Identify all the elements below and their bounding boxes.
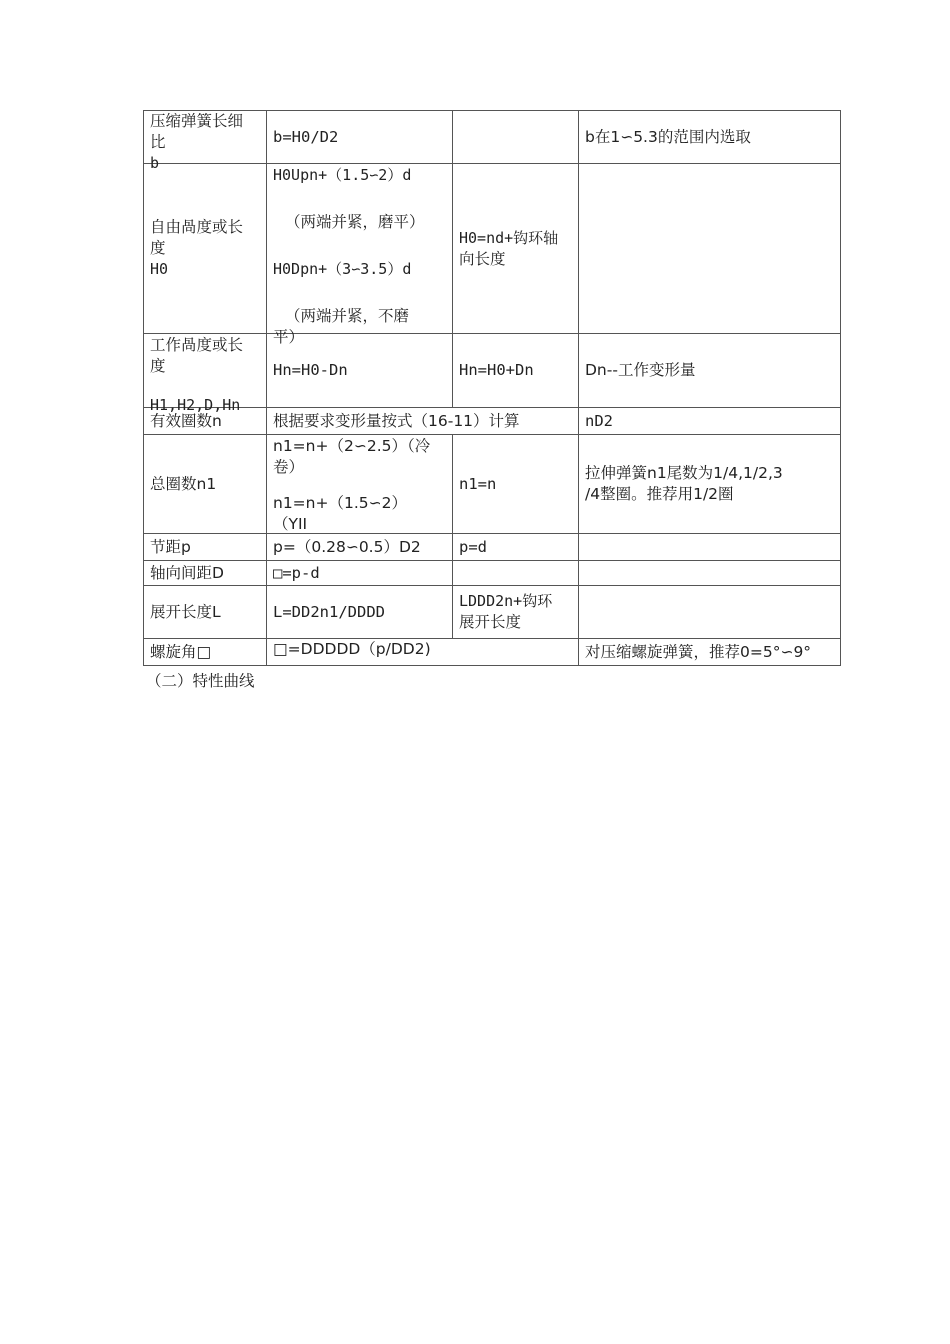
note-cell [579,586,841,639]
merged-formula-cell: □=DDDDD（p/DD2) [267,639,579,666]
extension-formula-cell [453,561,579,586]
cell-line: 卷） [273,458,305,476]
param-name-cell [144,111,267,172]
extension-formula-cell [453,111,579,164]
cell-line: 展开长度 [459,613,522,631]
cell-line: n1=n+（2∽2.5）（冷 [273,437,431,455]
compression-formula-cell [267,435,453,534]
table-row [144,561,841,586]
compression-formula-cell [267,164,453,346]
cell-line: /4整圈。推荐用1/2圈 [585,485,734,503]
table-row [144,586,841,639]
note-cell: nD2 [579,408,841,435]
compression-formula-cell: □=p-d [267,561,453,586]
param-name-cell [144,164,267,334]
cell-line: 比 [150,133,166,151]
note-cell [579,164,841,334]
cell-line: 向长度 [459,249,506,268]
compression-formula-cell: Hn=H0-Dn [267,334,453,408]
section-caption: （二）特性曲线 [146,672,255,690]
param-name-cell: 展开长度L [144,586,267,639]
cell-line: H0Upn+（1.5∽2）d [273,166,412,184]
table-row [144,164,841,334]
param-name-cell [144,334,267,414]
extension-formula-cell [453,164,579,334]
cell-line: H0Dpn+（3∽3.5）d [273,260,412,278]
cell-line: 度 [150,357,166,375]
cell-line: 压缩弹簧长细 [150,112,244,130]
cell-line: （两端并紧，磨平） [285,213,425,231]
extension-formula-cell [453,586,579,639]
cell-line: 度 [150,239,166,257]
cell-line: LDDD2n+钩环 [459,592,553,610]
spring-parameter-table [143,110,841,666]
note-cell: 对压缩螺旋弹簧，推荐0=5°∽9° [579,639,841,666]
cell-line: （两端并紧，不磨 [285,307,410,325]
table-row [144,435,841,534]
note-cell [579,534,841,561]
cell-line: H1,H2,D,Hn [150,396,241,414]
note-cell [579,435,841,534]
table-row [144,408,841,435]
cell-line: 自由咼度或长 [150,218,244,236]
compression-formula-cell: p=（0.28∽0.5）D2 [267,534,453,561]
cell-line: H0=nd+钩环轴 [459,228,559,247]
extension-formula-cell: Hn=H0+Dn [453,334,579,408]
note-cell: Dn--工作变形量 [579,334,841,408]
cell-line: 拉伸弹簧n1尾数为1/4,1/2,3 [585,464,783,482]
compression-formula-cell: L=DD2n1/DDDD [267,586,453,639]
cell-line: b [150,154,160,172]
param-name-cell: 有效圈数n [144,408,267,435]
cell-line: 平） [273,328,305,346]
param-name-cell: 轴向间距D [144,561,267,586]
table-row [144,534,841,561]
note-cell [579,561,841,586]
table-row [144,639,841,666]
cell-line: H0 [150,260,169,278]
note-cell: b在1∽5.3的范围内选取 [579,111,841,164]
cell-line: n1=n+（1.5∽2） [273,494,407,512]
extension-formula-cell: p=d [453,534,579,561]
param-name-cell: 总圈数n1 [144,435,267,534]
merged-formula-cell: 根据要求变形量按式（16-11）计算 [267,408,579,435]
cell-line: 工作咼度或长 [150,336,244,354]
extension-formula-cell: n1=n [453,435,579,534]
compression-formula-cell: b=H0/D2 [267,111,453,164]
table-row [144,111,841,164]
param-name-cell: 节距p [144,534,267,561]
table-row [144,334,841,408]
param-name-cell: 螺旋角□ [144,639,267,666]
cell-line: （YII [273,515,308,533]
